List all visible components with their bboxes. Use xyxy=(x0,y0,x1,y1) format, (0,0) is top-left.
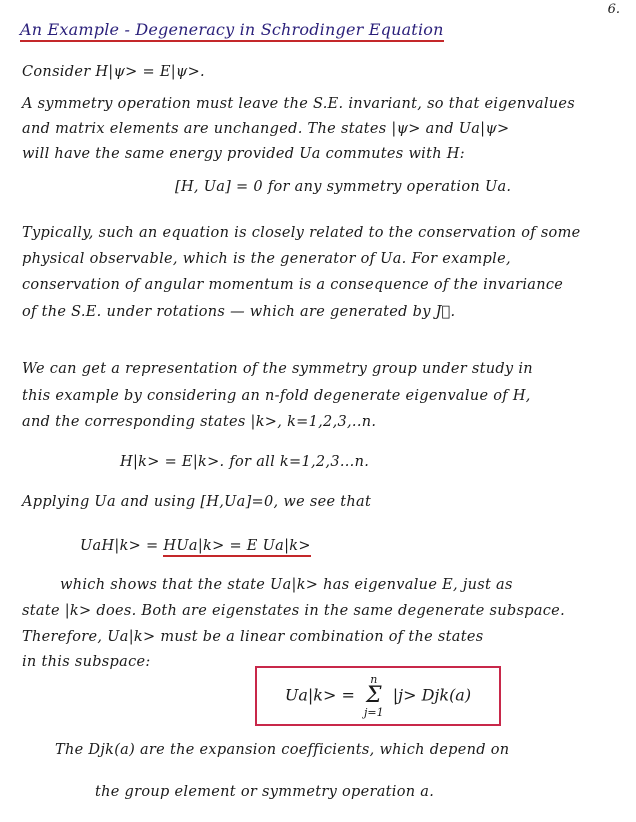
line-physical-observable: physical observable, which is the generator of Ua. For example, xyxy=(22,251,511,267)
line-therefore: Therefore, Ua|k> must be a linear combination of the states xyxy=(22,629,484,645)
boxed-rhs: |j> Djk(a) xyxy=(392,685,472,705)
page-title: An Example - Degeneracy in Schrodinger Equation xyxy=(20,20,444,42)
boxed-lhs: Ua|k> = xyxy=(284,685,355,705)
line-symmetry-op: A symmetry operation must leave the S.E. invariant, so that eigenvalues xyxy=(22,96,576,112)
line-ua-h xyxy=(80,538,311,554)
line-states-k: and the corresponding states |k>, k=1,2,3,..n. xyxy=(22,414,377,430)
line-both-eigenstates: state |k> does. Both are eigenstates in the same degenerate subspace. xyxy=(22,603,565,619)
line-group-element: the group element or symmetry operation a. xyxy=(95,784,435,800)
sigma-symbol: Σ xyxy=(366,683,382,708)
summation xyxy=(364,674,384,718)
equation-rhs: HUa|k> = E Ua|k> xyxy=(163,538,310,557)
line-n-fold: this example by considering an n-fold degenerate eigenvalue of H, xyxy=(22,388,531,404)
line-rotations: of the S.E. under rotations — which are generated by J⃗. xyxy=(22,304,456,320)
equation-lhs: UaH|k> = xyxy=(80,538,164,554)
line-expansion-coefficients: The Djk(a) are the expansion coefficients, which depend on xyxy=(55,742,510,758)
line-matrix-elements: and matrix elements are unchanged. The states |ψ> and Ua|ψ> xyxy=(22,121,510,137)
sum-upper-limit: n xyxy=(370,673,378,686)
line-typically: Typically, such an equation is closely related to the conservation of some xyxy=(22,225,581,241)
line-representation: We can get a representation of the symmetry group under study in xyxy=(22,361,533,377)
page-number: 6. xyxy=(607,2,620,17)
sum-lower-limit: j=1 xyxy=(364,706,384,719)
line-subspace: in this subspace: xyxy=(22,654,151,670)
line-consider: Consider H|ψ> = E|ψ>. xyxy=(22,64,205,80)
line-angular-momentum: conservation of angular momentum is a consequence of the invariance xyxy=(22,277,564,293)
line-same-energy: will have the same energy provided Ua commutes with H: xyxy=(22,146,465,162)
line-commutator: [H, Ua] = 0 for any symmetry operation Ua. xyxy=(175,179,512,195)
line-applying: Applying Ua and using [H,Ua]=0, we see that xyxy=(22,494,372,510)
line-which-shows: which shows that the state Ua|k> has eigenvalue E, just as xyxy=(60,577,513,593)
boxed-equation xyxy=(255,666,501,726)
line-eigen-k: H|k> = E|k>. for all k=1,2,3...n. xyxy=(120,454,370,470)
boxed-equation-text xyxy=(285,674,471,718)
